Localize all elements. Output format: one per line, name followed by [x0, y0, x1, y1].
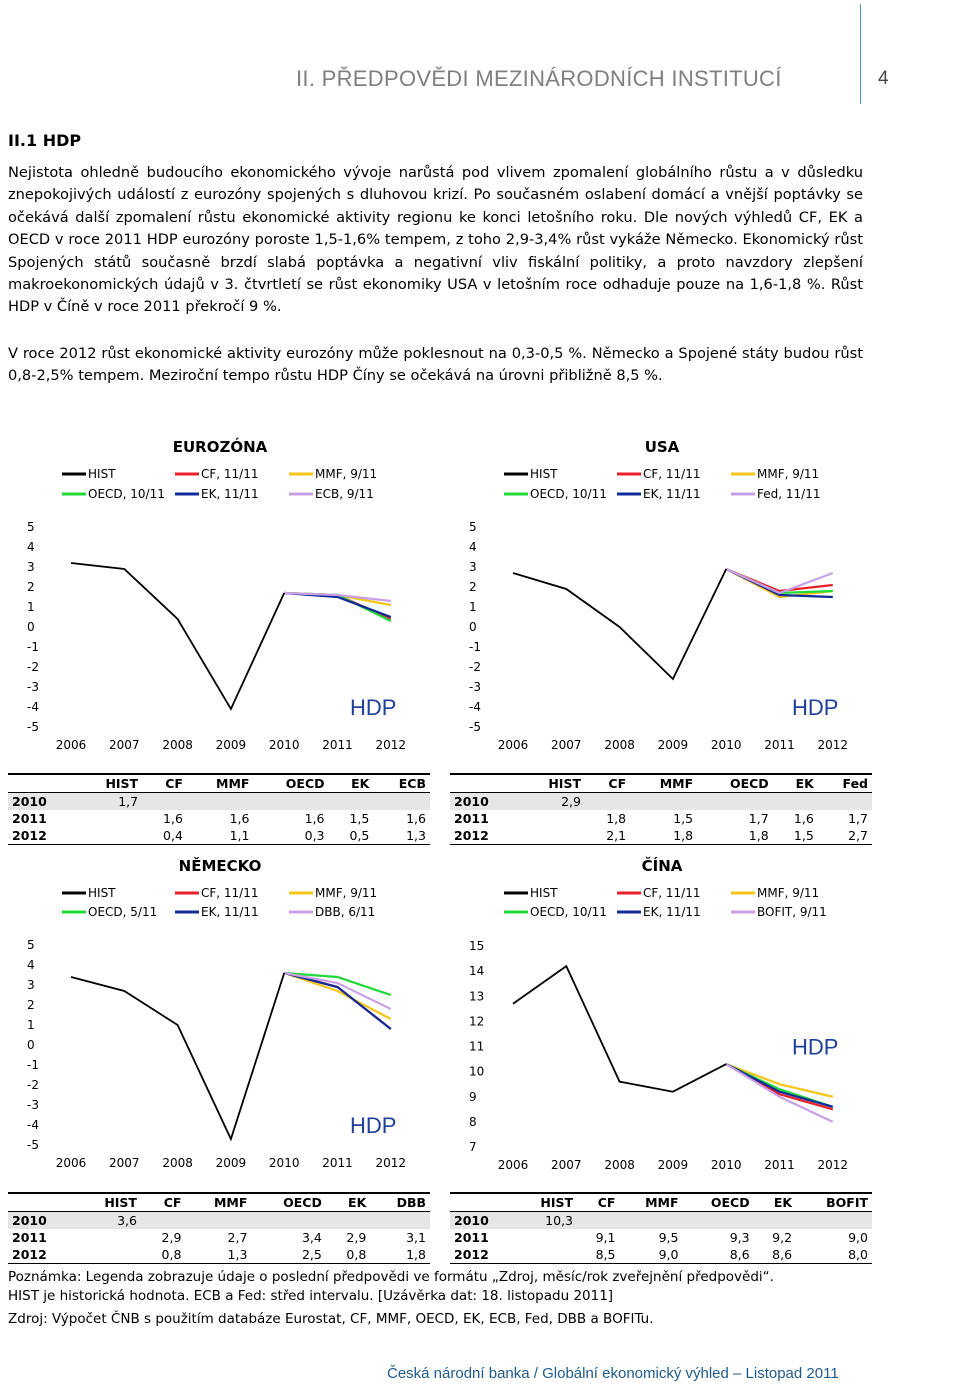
x-tick-label: 2010	[268, 738, 300, 752]
table-cell: 0,4	[142, 827, 187, 845]
chart-title: EUROZÓNA	[172, 438, 268, 456]
y-tick-label: 13	[469, 989, 485, 1004]
hist-line	[71, 563, 284, 709]
x-tick-label: 2007	[109, 1156, 140, 1170]
forecast-line-extra	[726, 569, 833, 593]
y-tick-label: 2	[27, 998, 35, 1012]
table-cell	[141, 1212, 185, 1230]
legend-label: BOFIT, 9/11	[757, 905, 827, 919]
x-tick-label: 2009	[657, 738, 689, 752]
table-row	[8, 1229, 430, 1246]
table-cell: 0,5	[329, 827, 374, 845]
table-cell: 2011	[12, 811, 47, 826]
table-header-cell: CF	[577, 1193, 619, 1212]
table-cell: 2010	[8, 793, 77, 811]
table-header-cell: ECB	[373, 774, 430, 793]
table-cell: 2012	[8, 1246, 76, 1264]
table-header-cell: MMF	[185, 1193, 251, 1212]
table-cell: 1,5	[673, 811, 694, 826]
table-cell	[326, 1212, 370, 1230]
legend-label: HIST	[88, 886, 116, 900]
table-cell: 2,7	[818, 827, 872, 845]
legend-label: MMF, 9/11	[757, 886, 820, 900]
forecast-line-oecd	[726, 1064, 833, 1107]
x-tick-label: 2011	[322, 1156, 353, 1170]
y-tick-label: 0	[27, 1038, 35, 1052]
y-tick-label: 9	[469, 1089, 477, 1104]
table-eurozona	[8, 773, 430, 845]
table-cell	[683, 1212, 754, 1230]
table-header-cell: BOFIT	[796, 1193, 872, 1212]
y-tick-label: 1	[27, 1018, 35, 1032]
table-cell	[577, 1212, 619, 1230]
x-tick-label: 2008	[604, 738, 635, 752]
table-cell	[251, 1212, 325, 1230]
table-cell: 1,3	[373, 827, 430, 845]
y-tick-label: 10	[469, 1064, 485, 1079]
table-cell	[519, 827, 585, 845]
table-cell: 2,5	[251, 1246, 325, 1264]
table-cell	[185, 1212, 251, 1230]
table-cell	[142, 793, 187, 811]
table-cell: 1,6	[229, 811, 250, 826]
chart-title: USA	[644, 438, 680, 456]
chart-watermark: HDP	[350, 1113, 397, 1138]
table-cell	[370, 1212, 430, 1230]
y-tick-label: 3	[27, 978, 35, 992]
legend-label: CF, 11/11	[643, 467, 701, 481]
table-cell: 8,6	[754, 1246, 796, 1264]
table-header-cell: MMF	[187, 774, 254, 793]
table-cell: 9,1	[595, 1230, 616, 1245]
table-cell: 2010	[450, 793, 519, 811]
y-tick-label: 2	[27, 580, 35, 594]
footer: Česká národní banka / Globální ekonomický výhled – Listopad 2011	[387, 1365, 839, 1382]
x-tick-label: 2012	[817, 1158, 849, 1172]
table-cell: 2011	[454, 1230, 489, 1245]
table-row	[450, 827, 872, 845]
table-cell	[519, 810, 585, 827]
x-tick-label: 2006	[497, 1158, 529, 1172]
table-cell	[187, 793, 254, 811]
table-cell	[697, 793, 773, 811]
table-cell	[515, 1246, 577, 1264]
table-cell: 1,6	[793, 811, 814, 826]
y-tick-label: 5	[27, 938, 35, 952]
x-tick-label: 2011	[764, 1158, 795, 1172]
table-cell: 9,2	[772, 1230, 793, 1245]
table-cell: 1,6	[406, 811, 426, 826]
legend-label: OECD, 5/11	[88, 905, 158, 919]
table-cell: 1,8	[697, 827, 773, 845]
table-cell: 9,5	[658, 1230, 679, 1245]
table-cell: 2010	[8, 1212, 76, 1230]
table-cell: 10,3	[515, 1212, 577, 1230]
x-tick-label: 2011	[322, 738, 353, 752]
hist-line	[71, 973, 284, 1139]
x-tick-label: 2009	[657, 1158, 689, 1172]
chart-title: NĚMECKO	[178, 857, 262, 875]
legend-label: EK, 11/11	[201, 487, 259, 501]
y-tick-label: -1	[27, 1058, 39, 1072]
y-tick-label: -5	[27, 1138, 39, 1152]
y-tick-label: -1	[27, 640, 39, 654]
table-cell	[773, 793, 818, 811]
table-row	[8, 1212, 430, 1230]
legend-label: EK, 11/11	[643, 905, 701, 919]
y-tick-label: 14	[469, 964, 485, 979]
table-header-cell: CF	[585, 774, 630, 793]
table-cell: 3,1	[406, 1230, 426, 1245]
table-cell	[77, 810, 142, 827]
x-tick-label: 2006	[497, 738, 529, 752]
y-tick-label: 8	[469, 1114, 477, 1129]
table-row	[450, 810, 872, 827]
y-tick-label: -3	[27, 1098, 39, 1112]
legend-label: MMF, 9/11	[315, 886, 378, 900]
x-tick-label: 2007	[551, 1158, 582, 1172]
chart-watermark: HDP	[792, 1034, 839, 1060]
legend-label: MMF, 9/11	[315, 467, 378, 481]
table-cell: 1,1	[187, 827, 254, 845]
table-cell: 8,6	[683, 1246, 754, 1264]
table-cell: 2,9	[346, 1230, 367, 1245]
paragraph-1: Nejistota ohledně budoucího ekonomického vývoje narůstá pod vlivem zpomalení globálního růstu a v důsledku znepokojivých událostí z eurozóny spojených s dluhovou krizí. Po současném oslabení domácí a vnější poptávky se očekává další zpomalení růstu ekonomické aktivity regionu ke konci letošního roku. Dle nových výhledů CF, EK a OECD v roce 2011 HDP eurozóny poroste 1,5-1,6% tempem, z toho 2,9-3,4% růst vykáže Německo. Ekonomický růst Spojených států současně brzdí slabá poptávka a negativní vliv fiskální politiky, a proto navzdory zlepšení makroekonomických údajů v 3. čtvrtletí se růst ekonomiky USA v letošním roce odhaduje pouze na 1,6-1,8 %. Růst HDP v Číně v roce 2011 překročí 9 %.	[8, 164, 863, 316]
table-cell: 9,0	[619, 1246, 682, 1264]
table-cell	[754, 1212, 796, 1230]
table-cell: 8,0	[796, 1246, 872, 1264]
table-cell: 3,4	[301, 1230, 322, 1245]
x-tick-label: 2007	[551, 738, 582, 752]
table-header-cell: OECD	[697, 774, 773, 793]
table-cell: 2,7	[227, 1230, 248, 1245]
x-tick-label: 2010	[710, 1158, 742, 1172]
y-tick-label: -5	[27, 720, 39, 734]
table-cell	[515, 1229, 577, 1246]
table-cell: 2011	[12, 1230, 47, 1245]
note-line-2: HIST je historická hodnota. ECB a Fed: střed intervalu. [Uzávěrka dat: 18. listopadu 2011]	[8, 1287, 614, 1304]
y-tick-label: 1	[469, 600, 477, 614]
paragraph-2: V roce 2012 růst ekonomické aktivity eurozóny může poklesnout na 0,3-0,5 %. Německo a Spojené státy budou růst 0,8-2,5% tempem. Meziroční tempo růstu HDP Číny se očekává na úrovni přibližně 8,5 %.	[8, 345, 863, 385]
y-tick-label: -5	[469, 720, 481, 734]
table-header-cell: MMF	[630, 774, 697, 793]
table-header-cell: HIST	[515, 1193, 577, 1212]
chapter-title: II. PŘEDPOVĚDI MEZINÁRODNÍCH INSTITUCÍ	[296, 66, 782, 91]
table-cell: 1,8	[630, 827, 697, 845]
table-header-cell: MMF	[619, 1193, 682, 1212]
legend-label: EK, 11/11	[201, 905, 259, 919]
table-header-cell: EK	[773, 774, 818, 793]
table-row	[450, 1212, 872, 1230]
x-tick-label: 2009	[215, 1156, 247, 1170]
table-row	[450, 793, 872, 811]
y-tick-label: 3	[469, 560, 477, 574]
note	[8, 1268, 888, 1305]
table-cell	[796, 1212, 872, 1230]
table-cell: 9,0	[848, 1230, 868, 1245]
table-cell: 1,5	[773, 827, 818, 845]
table-row	[450, 1246, 872, 1264]
y-tick-label: 3	[27, 560, 35, 574]
table-header-cell: Fed	[818, 774, 872, 793]
y-tick-label: 7	[469, 1140, 477, 1154]
table-header-cell: OECD	[251, 1193, 325, 1212]
y-tick-label: -2	[27, 660, 39, 674]
legend-label: HIST	[88, 467, 116, 481]
table-row	[450, 1229, 872, 1246]
table-cell: 2012	[8, 827, 77, 845]
table-cell: 1,6	[304, 811, 325, 826]
legend-label: OECD, 10/11	[88, 487, 165, 501]
section-title: II.1 HDP	[8, 131, 82, 150]
x-tick-label: 2012	[375, 738, 407, 752]
y-tick-label: 4	[27, 958, 35, 972]
table-cell	[76, 1229, 141, 1246]
source-note: Zdroj: Výpočet ČNB s použitím databáze Eurostat, CF, MMF, OECD, EK, ECB, Fed, DBB a BOFITu.	[8, 1311, 654, 1327]
x-tick-label: 2008	[162, 1156, 193, 1170]
table-cell	[77, 827, 142, 845]
y-tick-label: 4	[469, 540, 477, 554]
x-tick-label: 2006	[55, 1156, 87, 1170]
x-tick-label: 2012	[375, 1156, 407, 1170]
x-tick-label: 2007	[109, 738, 140, 752]
table-row	[8, 827, 430, 845]
table-cell: 1,7	[77, 793, 142, 811]
y-tick-label: -2	[27, 1078, 39, 1092]
table-cell	[76, 1246, 141, 1264]
y-tick-label: 5	[27, 520, 35, 534]
table-cell	[619, 1212, 682, 1230]
x-tick-label: 2010	[268, 1156, 300, 1170]
x-tick-label: 2008	[604, 1158, 635, 1172]
table-cell: 1,7	[748, 811, 769, 826]
y-tick-label: 0	[469, 620, 477, 634]
x-tick-label: 2011	[764, 738, 795, 752]
legend-label: CF, 11/11	[643, 886, 701, 900]
legend-label: CF, 11/11	[201, 467, 259, 481]
x-tick-label: 2006	[55, 738, 87, 752]
table-header-cell: HIST	[76, 1193, 141, 1212]
y-tick-label: 5	[469, 520, 477, 534]
table-cell	[373, 793, 430, 811]
table-usa	[450, 773, 872, 845]
table-cell	[585, 793, 630, 811]
hist-line	[513, 966, 726, 1092]
table-header-cell: EK	[326, 1193, 370, 1212]
forecast-line-mmf	[284, 973, 391, 1019]
table-header-cell: HIST	[77, 774, 142, 793]
table-cell: 9,3	[729, 1230, 750, 1245]
table-header-cell: CF	[142, 774, 187, 793]
table-cell: 2012	[450, 1246, 515, 1264]
table-cell	[253, 793, 328, 811]
table-row	[8, 810, 430, 827]
table-header-cell: OECD	[683, 1193, 754, 1212]
table-cell: 0,8	[141, 1246, 185, 1264]
table-header-cell	[8, 1193, 76, 1212]
table-cell: 2011	[454, 811, 489, 826]
table-cell: 8,5	[577, 1246, 619, 1264]
y-tick-label: -4	[27, 700, 39, 714]
legend-label: Fed, 11/11	[757, 487, 821, 501]
forecast-line-oecd	[726, 569, 833, 593]
table-cell: 1,8	[370, 1246, 430, 1264]
table-cell: 1,7	[848, 811, 868, 826]
table-cell: 1,8	[606, 811, 627, 826]
table-header-cell	[450, 1193, 515, 1212]
legend-label: HIST	[530, 886, 558, 900]
table-cell	[329, 793, 374, 811]
x-tick-label: 2008	[162, 738, 193, 752]
table-cell: 0,8	[326, 1246, 370, 1264]
x-tick-label: 2012	[817, 738, 849, 752]
y-tick-label: -3	[27, 680, 39, 694]
legend-label: ECB, 9/11	[315, 487, 374, 501]
table-cell: 3,6	[76, 1212, 141, 1230]
legend-label: CF, 11/11	[201, 886, 259, 900]
table-cina	[450, 1192, 872, 1264]
table-header-cell: EK	[754, 1193, 796, 1212]
table-header-cell: EK	[329, 774, 374, 793]
table-header-cell	[8, 774, 77, 793]
y-tick-label: -4	[27, 1118, 39, 1132]
table-cell: 2010	[450, 1212, 515, 1230]
table-header-cell: CF	[141, 1193, 185, 1212]
table-header-cell: HIST	[519, 774, 585, 793]
y-tick-label: 1	[27, 600, 35, 614]
table-nemecko	[8, 1192, 430, 1264]
table-cell: 2,9	[519, 793, 585, 811]
chart-watermark: HDP	[792, 695, 839, 720]
table-cell	[630, 793, 697, 811]
table-header-cell: OECD	[253, 774, 328, 793]
legend-label: OECD, 10/11	[530, 487, 607, 501]
legend-label: EK, 11/11	[643, 487, 701, 501]
note-line-1: Poznámka: Legenda zobrazuje údaje o poslední předpovědi ve formátu „Zdroj, měsíc/rok zveřejnění předpovědi“.	[8, 1269, 774, 1285]
y-tick-label: 15	[469, 939, 485, 953]
y-tick-label: 4	[27, 540, 35, 554]
table-cell	[818, 793, 872, 811]
table-cell: 1,3	[185, 1246, 251, 1264]
chart-watermark: HDP	[350, 695, 397, 720]
table-cell: 2012	[450, 827, 519, 845]
hist-line	[513, 569, 726, 679]
x-tick-label: 2010	[710, 738, 742, 752]
table-cell: 2,9	[161, 1230, 182, 1245]
table-cell: 1,6	[163, 811, 183, 826]
x-tick-label: 2009	[215, 738, 247, 752]
page-number: 4	[878, 68, 889, 89]
y-tick-label: -1	[469, 640, 481, 654]
table-header-cell	[450, 774, 519, 793]
table-header-cell: DBB	[370, 1193, 430, 1212]
y-tick-label: -4	[469, 700, 481, 714]
y-tick-label: 2	[469, 580, 477, 594]
y-tick-label: 12	[469, 1014, 485, 1029]
legend-label: MMF, 9/11	[757, 467, 820, 481]
y-tick-label: -2	[469, 660, 481, 674]
y-tick-label: -3	[469, 680, 481, 694]
y-tick-label: 0	[27, 620, 35, 634]
table-cell: 0,3	[253, 827, 328, 845]
chart-title: ČÍNA	[641, 857, 683, 875]
table-cell: 2,1	[585, 827, 630, 845]
legend-label: HIST	[530, 467, 558, 481]
table-cell: 1,5	[349, 811, 370, 826]
table-row	[8, 793, 430, 811]
legend-label: OECD, 10/11	[530, 905, 607, 919]
y-tick-label: 11	[469, 1039, 485, 1054]
legend-label: DBB, 6/11	[315, 905, 376, 919]
table-row	[8, 1246, 430, 1264]
